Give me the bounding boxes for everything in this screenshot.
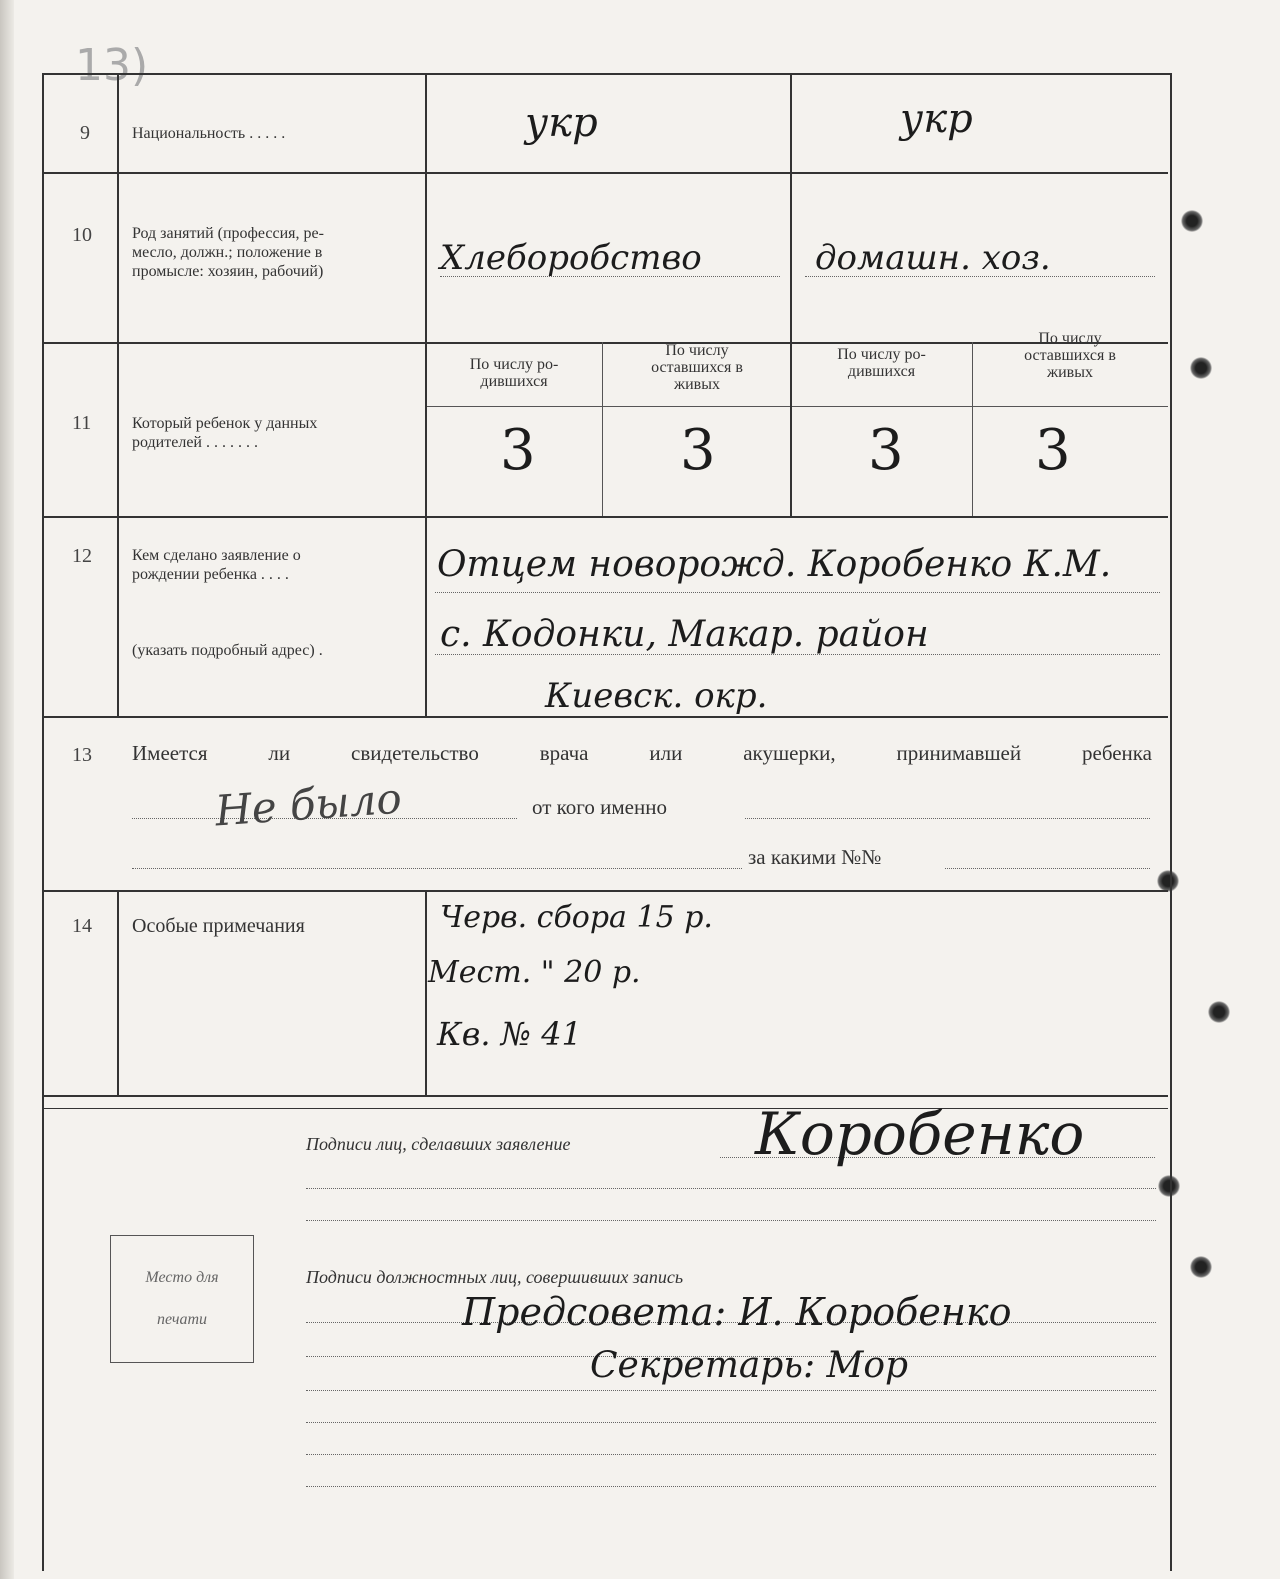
row-divider — [42, 716, 1168, 718]
applicant-district: Киевск. окр. — [545, 676, 768, 716]
father-nationality: укр — [525, 100, 598, 146]
subheader-line: По числу — [1038, 330, 1102, 347]
fill-line — [306, 1188, 1156, 1189]
page-edge — [0, 0, 14, 1579]
punch-hole — [1190, 357, 1212, 379]
label-line: Кем сделано заявление о — [132, 547, 301, 564]
subheader-line: дившихся — [480, 373, 548, 390]
fill-line — [306, 1390, 1156, 1391]
mother-occupation: домашн. хоз. — [815, 238, 1051, 278]
label-line: рождении ребенка . . . . — [132, 566, 289, 583]
applicant-name: Отцем новорожд. Коробенко К.М. — [437, 544, 1112, 585]
col-divider — [425, 73, 427, 716]
mother-alive-count: 3 — [1035, 418, 1071, 483]
fill-line — [435, 592, 1160, 593]
from-whom-label: от кого именно — [532, 795, 667, 819]
fill-line — [306, 1220, 1156, 1221]
row-number: 13 — [72, 744, 92, 766]
row-number: 11 — [72, 412, 92, 434]
col-divider — [790, 73, 792, 516]
label-line: месло, должн.; положение в — [132, 244, 323, 261]
punch-hole — [1181, 210, 1203, 232]
subheader-born — [428, 356, 600, 390]
row-divider — [42, 890, 1168, 892]
applicant-signature: Коробенко — [755, 1100, 1085, 1168]
col-divider — [117, 73, 119, 716]
row-divider — [42, 1095, 1168, 1097]
subheader-alive — [975, 330, 1165, 381]
notes-label: Особые примечания — [132, 915, 305, 937]
subheader-line: оставшихся в — [1024, 347, 1116, 364]
address-label: (указать подробный адрес) . — [132, 642, 323, 659]
secretary-signature: Секретарь: Мор — [590, 1345, 909, 1386]
note-line: Черв. сбора 15 р. — [440, 900, 713, 935]
certificate-answer: Не было — [213, 773, 404, 836]
corner-pencil-mark: 13) — [75, 40, 149, 91]
chairman-signature: Предсовета: И. Коробенко — [462, 1290, 1012, 1334]
row-number: 9 — [80, 122, 90, 144]
fill-line — [745, 818, 1150, 819]
note-line: Кв. № 41 — [437, 1015, 582, 1053]
father-alive-count: 3 — [680, 418, 716, 483]
col-divider — [117, 890, 119, 1095]
nationality-label: Национальность . . . . . — [132, 125, 286, 142]
row-number: 14 — [72, 915, 92, 937]
subheader-born — [793, 346, 970, 380]
father-born-count: 3 — [500, 418, 536, 483]
subheader-line: По числу ро- — [469, 356, 559, 373]
applicant-address: с. Кодонки, Макар. район — [440, 614, 929, 655]
stamp-place — [110, 1235, 254, 1363]
col-divider — [425, 890, 427, 1095]
mother-born-count: 3 — [868, 418, 904, 483]
row-divider — [42, 172, 1168, 174]
punch-hole — [1208, 1001, 1230, 1023]
occupation-label — [132, 224, 417, 281]
applicants-signature-label: Подписи лиц, сделавших заявление — [306, 1134, 571, 1154]
fill-line — [132, 868, 742, 869]
father-occupation: Хлеборобство — [440, 238, 702, 278]
subheader-line: оставшихся в — [651, 359, 743, 376]
subheader-line: живых — [1047, 364, 1093, 381]
fill-line — [945, 868, 1150, 869]
subheader-line: дившихся — [847, 363, 916, 380]
subheader-alive — [605, 342, 789, 393]
punch-hole — [1190, 1256, 1212, 1278]
certificate-question: Имеется ли свидетельство врача или акушерки, принимавшей ребенка — [132, 741, 1152, 765]
fill-line — [306, 1422, 1156, 1423]
row-divider — [42, 516, 1168, 518]
subheader-line: По числу ро- — [837, 346, 926, 363]
fill-line — [306, 1486, 1156, 1487]
label-line: промысле: хозяин, рабочий) — [132, 263, 324, 280]
fill-line — [306, 1454, 1156, 1455]
note-line: Мест. " 20 р. — [428, 955, 641, 990]
col-divider — [602, 342, 603, 516]
subheader-line: По числу — [665, 342, 729, 359]
officials-signature-label: Подписи должностных лиц, совершивших запись — [306, 1267, 684, 1287]
label-line: родителей . . . . . . . — [132, 434, 258, 451]
applicant-label — [132, 546, 417, 584]
col-divider — [972, 342, 973, 516]
child-order-label — [132, 414, 417, 452]
numbers-label: за какими №№ — [748, 845, 882, 869]
label-line: Род занятий (профессия, ре- — [132, 225, 324, 242]
row-number: 10 — [72, 224, 92, 246]
subheader-line: живых — [674, 376, 720, 393]
subheader-divider — [425, 406, 1168, 407]
row-number: 12 — [72, 545, 92, 567]
stamp-place-label: Место для — [145, 1269, 219, 1286]
mother-nationality: укр — [900, 96, 973, 142]
label-line: Который ребенок у данных — [132, 415, 318, 432]
stamp-place-label: печати — [156, 1311, 208, 1328]
